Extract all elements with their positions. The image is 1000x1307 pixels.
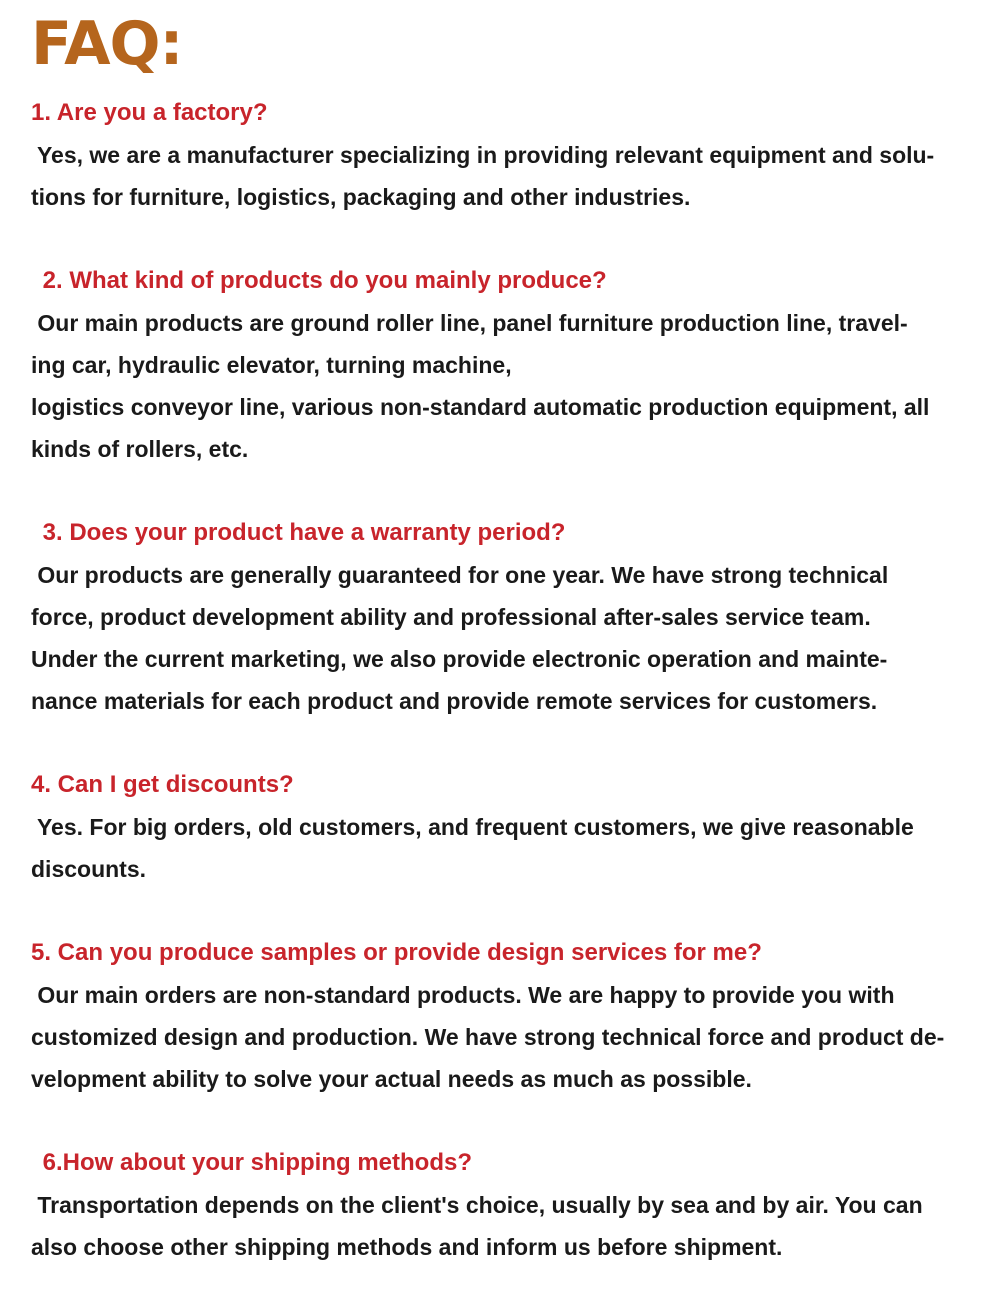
faq-answer-line: force, product development ability and professional after-sales service team. [31,604,871,630]
faq-answer-line: Yes, we are a manufacturer specializing in providing relevant equipment and solu- [31,142,935,168]
faq-answer-line: kinds of rollers, etc. [31,436,249,462]
faq-answer-line: Our main orders are non-standard products. We are happy to provide you with [31,982,895,1008]
faq-answer-line: nance materials for each product and provide remote services for customers. [31,688,878,714]
faq-answer-line: discounts. [31,856,147,882]
faq-answer-line: Our products are generally guaranteed for one year. We have strong technical [31,562,889,588]
faq-answer-line: customized design and production. We have strong technical force and product de- [31,1024,945,1050]
faq-answer-line: tions for furniture, logistics, packaging and other industries. [31,184,691,210]
faq-question: 4. Can I get discounts? [31,771,294,798]
faq-answer-line: Our main products are ground roller line, panel furniture production line, travel- [31,310,908,336]
faq-question: 1. Are you a factory? [31,99,268,126]
faq-question: 6.How about your shipping methods? [36,1149,472,1176]
faq-answer-line: Under the current marketing, we also provide electronic operation and mainte- [31,646,888,672]
faq-item [31,260,972,470]
faq-answer-line: ing car, hydraulic elevator, turning machine, [31,352,512,378]
faq-item [31,764,972,890]
faq-item [31,512,972,722]
faq-answer-line: logistics conveyor line, various non-standard automatic production equipment, all [31,394,930,420]
faq-question: 5. Can you produce samples or provide design services for me? [31,939,762,966]
faq-question: 3. Does your product have a warranty period? [36,519,566,546]
faq-answer-line: also choose other shipping methods and inform us before shipment. [31,1234,783,1260]
faq-item [31,932,972,1100]
faq-list [31,92,972,1268]
faq-answer-line: Transportation depends on the client's choice, usually by sea and by air. You can [31,1192,923,1218]
faq-item [31,1142,972,1268]
faq-answer-line: Yes. For big orders, old customers, and frequent customers, we give reasonable [31,814,914,840]
faq-item [31,92,972,218]
faq-title: FAQ: [31,9,183,79]
faq-question: 2. What kind of products do you mainly produce? [36,267,607,294]
faq-answer-line: velopment ability to solve your actual needs as much as possible. [31,1066,752,1092]
